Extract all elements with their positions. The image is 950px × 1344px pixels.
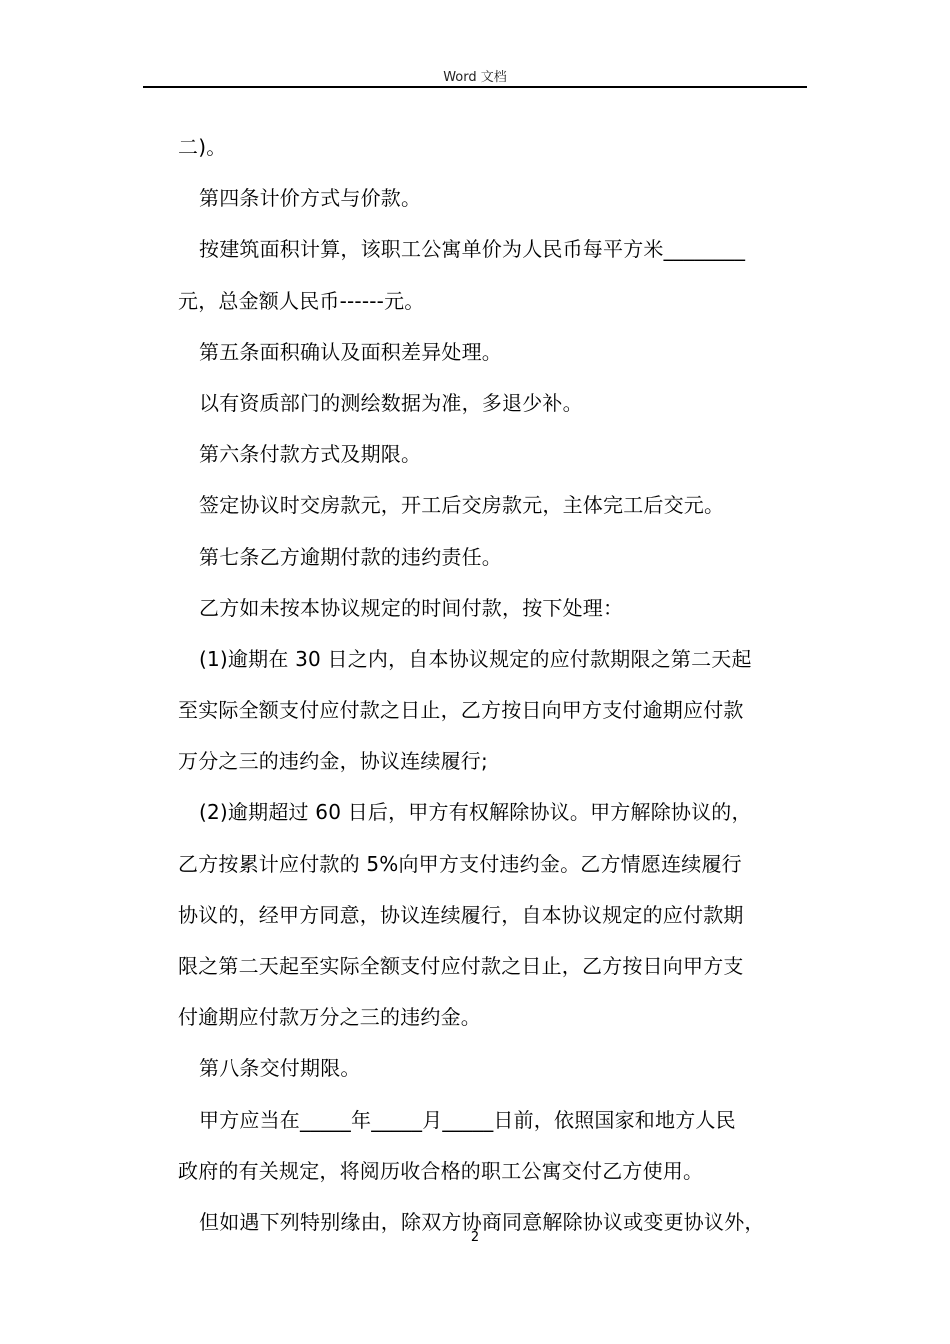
text-line: 签定协议时交房款元，开工后交房款元，主体完工后交元。 <box>199 493 725 518</box>
text-line: 政府的有关规定，将阅历收合格的职工公寓交付乙方使用。 <box>178 1158 704 1183</box>
text-line: (1)逾期在 30 日之内，自本协议规定的应付款期限之第二天起 <box>199 646 752 671</box>
text-line: 按建筑面积计算，该职工公寓单价为人民币每平方米________ <box>199 237 746 262</box>
document-body <box>178 128 810 1254</box>
text-line: 第六条付款方式及期限。 <box>199 442 422 467</box>
text-line: (2)逾期超过 60 日后，甲方有权解除协议。甲方解除协议的， <box>199 800 752 825</box>
text-line: 二)。 <box>178 135 227 159</box>
text-line: 第五条面积确认及面积差异处理。 <box>199 339 502 364</box>
text-line: 元，总金额人民币------元。 <box>178 288 425 313</box>
text-line: 但如遇下列特别缘由，除双方协商同意解除协议或变更协议外， <box>199 1209 765 1234</box>
text-line: 乙方按累计应付款的 5%向甲方支付违约金。乙方情愿连续履行 <box>178 851 742 876</box>
page-header: Word 文档 <box>443 70 507 85</box>
text-line: 限之第二天起至实际全额支付应付款之日止，乙方按日向甲方支 <box>178 954 744 978</box>
text-line: 第七条乙方逾期付款的违约责任。 <box>199 544 502 569</box>
text-line: 第四条计价方式与价款。 <box>199 186 422 211</box>
text-line: 万分之三的违约金，协议连续履行; <box>178 749 488 774</box>
text-line: 以有资质部门的测绘数据为准，多退少补。 <box>199 390 583 415</box>
text-line: 至实际全额支付应付款之日止，乙方按日向甲方支付逾期应付款 <box>178 698 744 723</box>
text-line: 乙方如未按本协议规定的时间付款，按下处理： <box>199 595 624 620</box>
header-divider <box>143 86 807 88</box>
text-line: 协议的，经甲方同意，协议连续履行，自本协议规定的应付款期 <box>178 902 744 927</box>
text-line: 第八条交付期限。 <box>199 1056 361 1081</box>
text-line: 付逾期应付款万分之三的违约金。 <box>178 1005 481 1030</box>
text-line: 甲方应当在_____年_____月_____日前，依照国家和地方人民 <box>199 1107 736 1132</box>
page-number: 2 <box>470 1230 480 1245</box>
